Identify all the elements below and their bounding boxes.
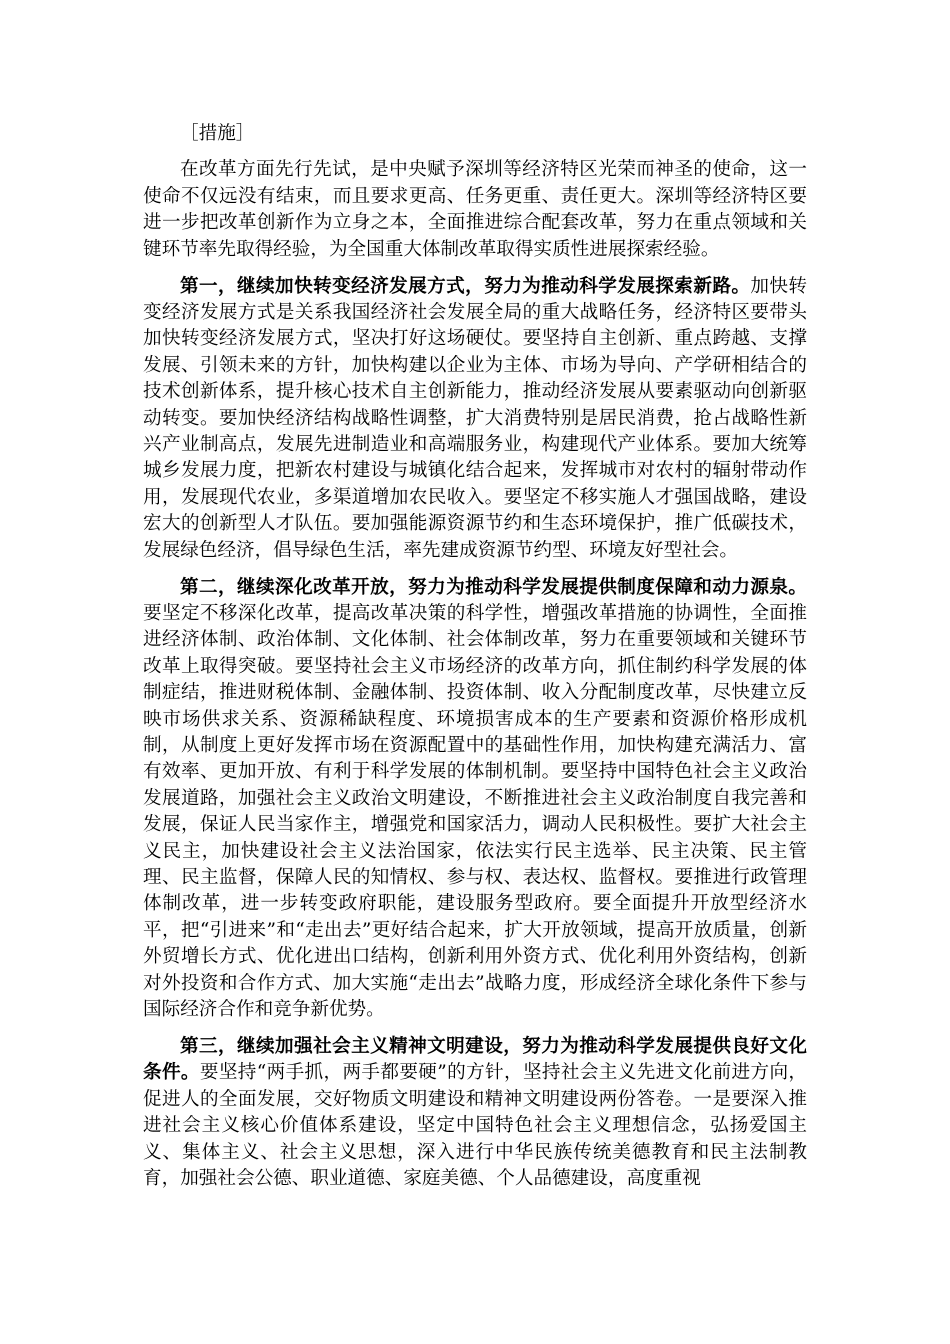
section-body-3: 要坚持“两手抓，两手都要硬”的方针，坚持社会主义先进文化前进方向，促进人的全面发展，交好物质文明建设和精神文明建设两份答卷。一是要深入推进社会主义核心价值体系建设，坚定中国特色社会主义理想信念，弘扬爱国主义、集体主义、社会主义思想，深入进行中华民族传统美德教育和民主法制教育，加强社会公德、职业道德、家庭美德、个人品德建设，高度重视 (143, 1062, 807, 1189)
section-paragraph-3 (143, 1034, 807, 1192)
section-lead-2: 第二，继续深化改革开放，努力为推动科学发展提供制度保障和动力源泉。 (180, 576, 807, 598)
section-body-1: 加快转变经济发展方式是关系我国经济社会发展全局的重大战略任务，经济特区要带头加快转变经济发展方式，坚决打好这场硬仗。要坚持自主创新、重点跨越、支撑发展、引领未来的方针，加快构建以企业为主体、市场为导向、产学研相结合的技术创新体系，提升核心技术自主创新能力，推动经济发展从要素驱动向创新驱动转变。要加快经济结构战略性调整，扩大消费特别是居民消费，抢占战略性新兴产业制高点，发展先进制造业和高端服务业，构建现代产业体系。要加大统筹城乡发展力度，把新农村建设与城镇化结合起来，发挥城市对农村的辐射带动作用，发展现代农业，多渠道增加农民收入。要坚定不移实施人才强国战略，建设宏大的创新型人才队伍。要加强能源资源节约和生态环境保护，推广低碳技术，发展绿色经济，倡导绿色生活，率先建成资源节约型、环境友好型社会。 (143, 275, 807, 561)
section-lead-3: 第三，继续加强社会主义精神文明建设，努力为推动科学发展提供良好文化条件。 (143, 1035, 807, 1084)
section-lead-1: 第一，继续加快转变经济发展方式，努力为推动科学发展探索新路。 (180, 275, 751, 297)
section-paragraph-1 (143, 274, 807, 564)
document-page (143, 121, 807, 1203)
section-heading: ［措施］ (180, 123, 255, 144)
intro-paragraph: 在改革方面先行先试，是中央赋予深圳等经济特区光荣而神圣的使命，这一使命不仅远没有结束，而且要求更高、任务更重、责任更大。深圳等经济特区要进一步把改革创新作为立身之本，全面推进综合配套改革，努力在重点领域和关键环节率先取得经验，为全国重大体制改革取得实质性进展探索经验。 (143, 159, 807, 260)
section-body-2: 要坚定不移深化改革，提高改革决策的科学性，增强改革措施的协调性，全面推进经济体制、政治体制、文化体制、社会体制改革，努力在重要领域和关键环节改革上取得突破。要坚持社会主义市场经济的改革方向，抓住制约科学发展的体制症结，推进财税体制、金融体制、投资体制、收入分配制度改革，尽快建立反映市场供求关系、资源稀缺程度、环境损害成本的生产要素和资源价格形成机制，从制度上更好发挥市场在资源配置中的基础性作用，加快构建充满活力、富有效率、更加开放、有利于科学发展的体制机制。要坚持中国特色社会主义政治发展道路，加强社会主义政治文明建设，不断推进社会主义政治制度自我完善和发展，保证人民当家作主，增强党和国家活力，调动人民积极性。要扩大社会主义民主，加快建设社会主义法治国家，依法实行民主选举、民主决策、民主管理、民主监督，保障人民的知情权、参与权、表达权、监督权。要推进行政管理体制改革，进一步转变政府职能，建设服务型政府。要全面提升开放型经济水平，把“引进来”和“走出去”更好结合起来，扩大开放领域，提高开放质量，创新外贸增长方式、优化进出口结构，创新利用外资方式、优化利用外资结构，创新对外投资和合作方式、加大实施“走出去”战略力度，形成经济全球化条件下参与国际经济合作和竞争新优势。 (143, 602, 807, 1020)
section-paragraph-2 (143, 575, 807, 1024)
